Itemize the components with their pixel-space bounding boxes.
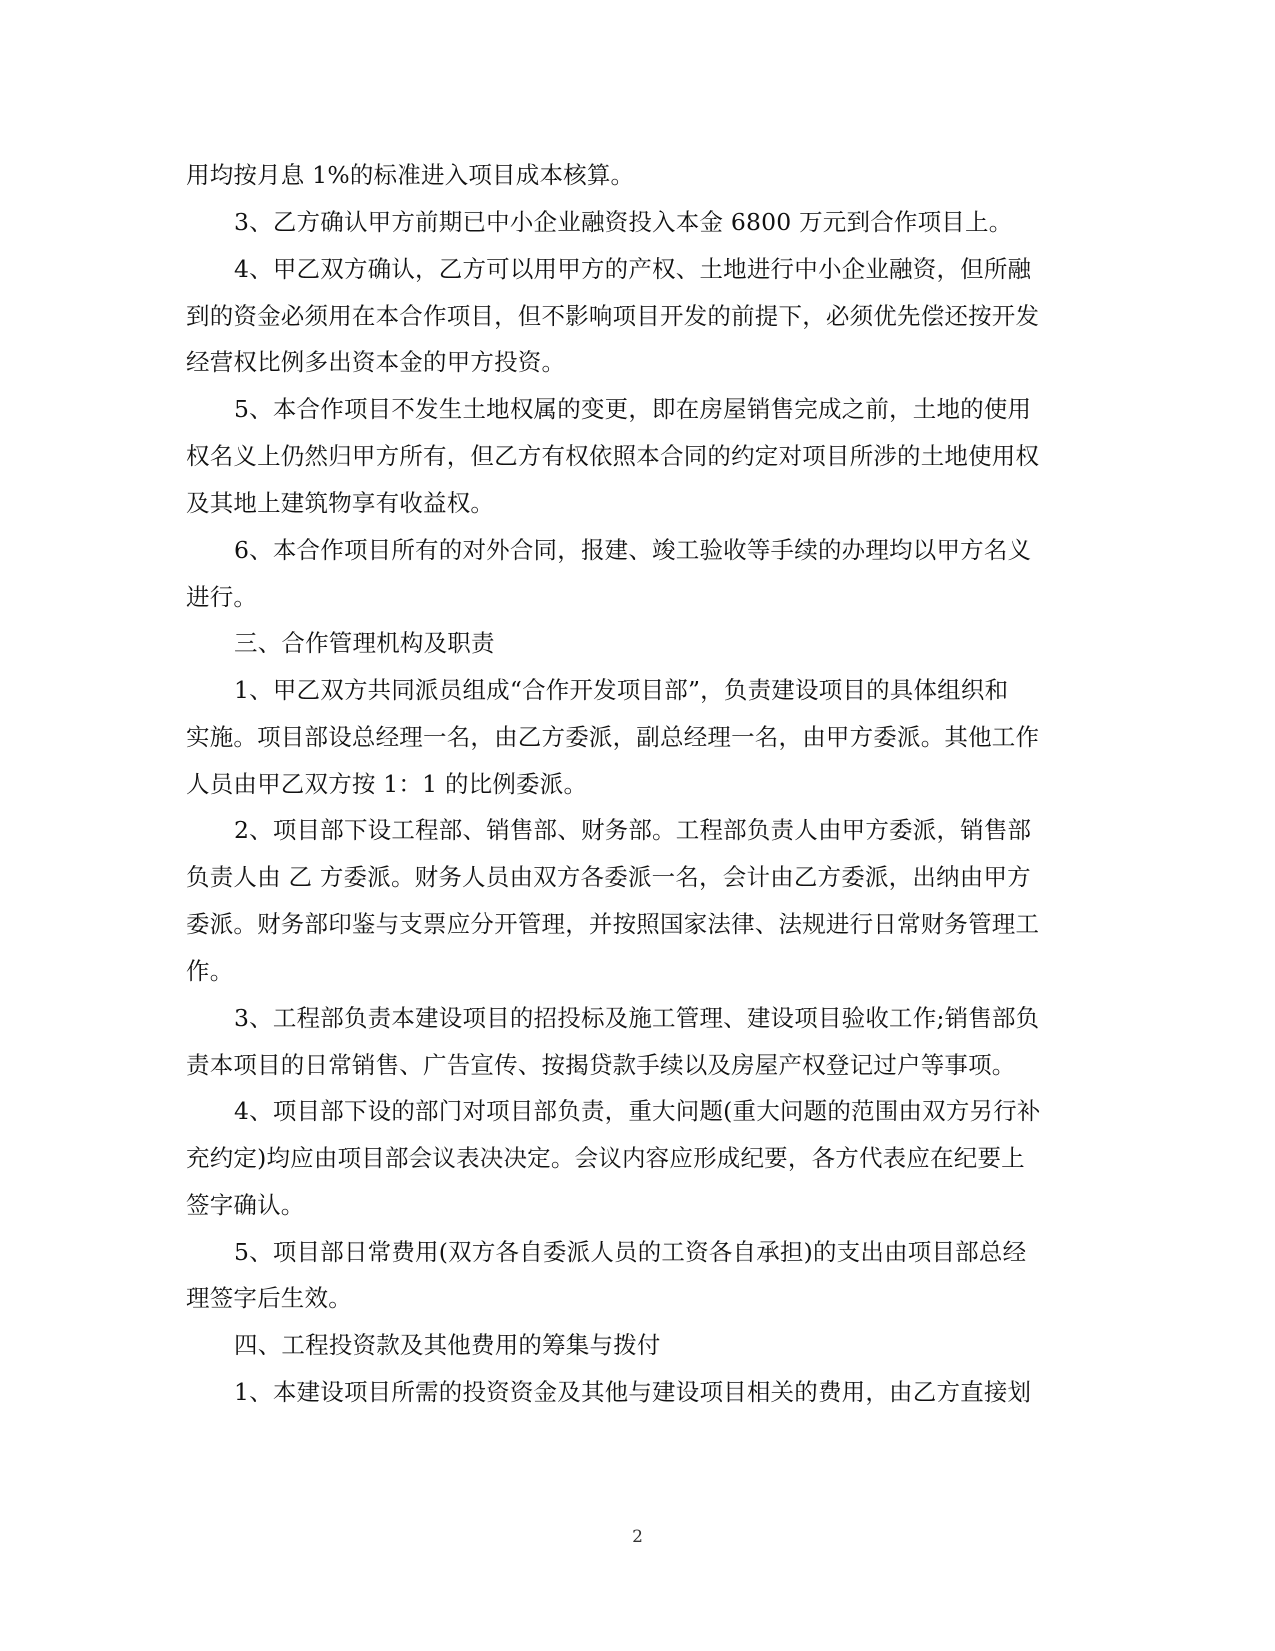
text-line: 3、工程部负责本建设项目的招投标及施工管理、建设项目验收工作;销售部负 bbox=[234, 1004, 1040, 1032]
section-heading: 三、合作管理机构及职责 bbox=[234, 629, 495, 657]
section-heading: 四、工程投资款及其他费用的筹集与拨付 bbox=[234, 1331, 661, 1359]
text-line: 负责人由 乙 方委派。财务人员由双方各委派一名，会计由乙方委派，出纳由甲方 bbox=[186, 863, 1031, 891]
text-line: 理签字后生效。 bbox=[186, 1284, 352, 1312]
page-number: 2 bbox=[632, 1527, 643, 1547]
text-line: 4、甲乙双方确认，乙方可以用甲方的产权、土地进行中小企业融资，但所融 bbox=[234, 255, 1032, 283]
text-line: 实施。项目部设总经理一名，由乙方委派，副总经理一名，由甲方委派。其他工作 bbox=[186, 723, 1040, 751]
text-line: 6、本合作项目所有的对外合同，报建、竣工验收等手续的办理均以甲方名义 bbox=[234, 536, 1032, 564]
text-line: 1、甲乙双方共同派员组成“合作开发项目部”，负责建设项目的具体组织和 bbox=[234, 676, 1009, 704]
text-line: 4、项目部下设的部门对项目部负责，重大问题(重大问题的范围由双方另行补 bbox=[234, 1097, 1041, 1125]
text-line: 委派。财务部印鉴与支票应分开管理，并按照国家法律、法规进行日常财务管理工 bbox=[186, 910, 1040, 938]
text-line: 1、本建设项目所需的投资资金及其他与建设项目相关的费用，由乙方直接划 bbox=[234, 1378, 1032, 1406]
text-line: 5、项目部日常费用(双方各自委派人员的工资各自承担)的支出由项目部总经 bbox=[234, 1238, 1027, 1266]
text-line: 作。 bbox=[186, 957, 234, 985]
text-line: 到的资金必须用在本合作项目，但不影响项目开发的前提下，必须优先偿还按开发 bbox=[186, 302, 1040, 330]
text-line: 经营权比例多出资本金的甲方投资。 bbox=[186, 348, 566, 376]
text-line: 5、本合作项目不发生土地权属的变更，即在房屋销售完成之前，土地的使用 bbox=[234, 395, 1032, 423]
text-line: 用均按月息 1%的标准进入项目成本核算。 bbox=[186, 161, 635, 189]
text-line: 2、项目部下设工程部、销售部、财务部。工程部负责人由甲方委派，销售部 bbox=[234, 816, 1032, 844]
text-line: 责本项目的日常销售、广告宣传、按揭贷款手续以及房屋产权登记过户等事项。 bbox=[186, 1051, 1016, 1079]
text-line: 人员由甲乙双方按 1：1 的比例委派。 bbox=[186, 770, 588, 798]
text-line: 3、乙方确认甲方前期已中小企业融资投入本金 6800 万元到合作项目上。 bbox=[234, 208, 1013, 236]
text-line: 权名义上仍然归甲方所有，但乙方有权依照本合同的约定对项目所涉的土地使用权 bbox=[186, 442, 1040, 470]
text-line: 及其地上建筑物享有收益权。 bbox=[186, 489, 495, 517]
text-line: 充约定)均应由项目部会议表决决定。会议内容应形成纪要，各方代表应在纪要上 bbox=[186, 1144, 1025, 1172]
text-line: 签字确认。 bbox=[186, 1191, 305, 1219]
text-line: 进行。 bbox=[186, 583, 258, 611]
